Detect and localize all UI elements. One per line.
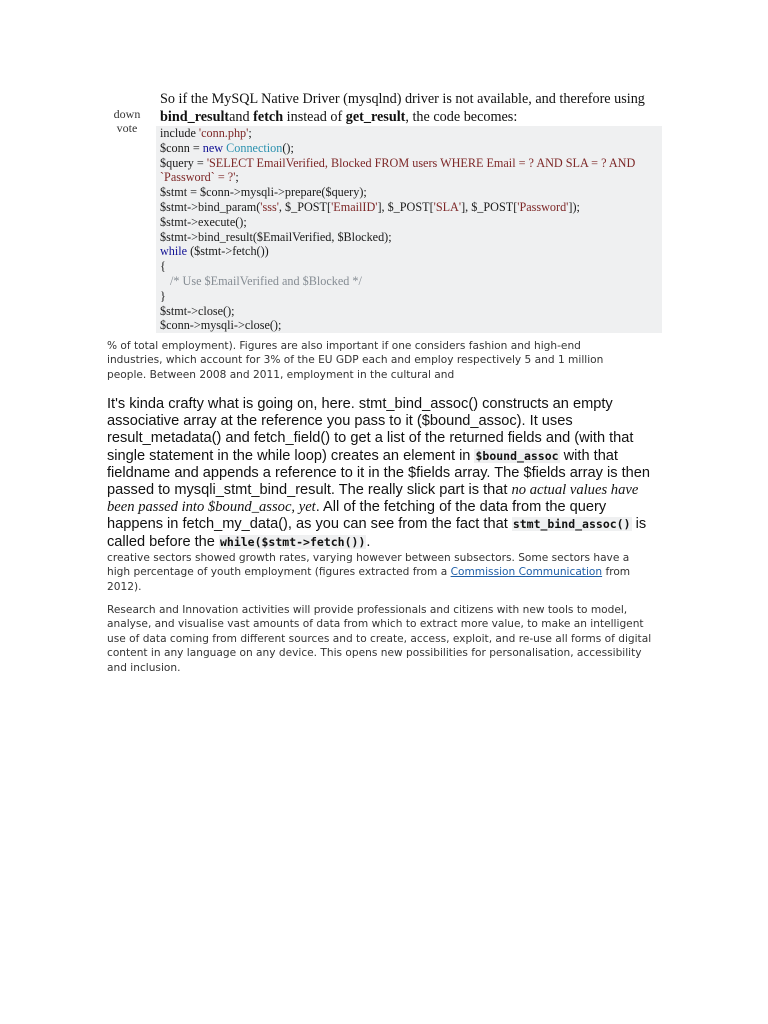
inline-code: while($stmt->fetch())	[219, 534, 366, 549]
code-line: $query = 'SELECT EmailVerified, Blocked FROM users WHERE Email = ? AND SLA = ? AND	[160, 155, 636, 170]
code-line: $stmt->bind_result($EmailVerified, $Blocked);	[160, 229, 392, 244]
code-block	[156, 126, 662, 333]
paragraph-employment: % of total employment). Figures are also important if one considers fashion and high-end industries, which account for 3% of the EU GDP each and employ respectively 5 and 1 million people. Between 2008 and 2011, employment in the cultural and	[107, 340, 604, 381]
code-line: `Password` = ?';	[160, 170, 239, 185]
code-line: include 'conn.php';	[160, 126, 252, 140]
code-comment: /* Use $EmailVerified and $Blocked */	[170, 273, 362, 288]
vote-label-line1: down	[113, 107, 141, 121]
code-line: }	[160, 288, 166, 303]
commission-communication-link[interactable]: Commission Communication	[450, 566, 603, 579]
paragraph-research: Research and Innovation activities will provide professionals and citizens with new tools to model, analyse, and visualise vast amounts of data from which to extract more value, to make an intelligent use of data coming from different sources and to create, access, exploit, and re-use all forms of digital content in any language on any device. This opens new possibilities for personalisation, accessibility and inclusion.	[107, 604, 652, 674]
inline-code: $bound_assoc	[475, 448, 559, 463]
code-line: $stmt = $conn->mysqli->prepare($query);	[160, 185, 367, 200]
code-line: $conn->mysqli->close();	[160, 318, 282, 333]
inline-code: stmt_bind_assoc()	[512, 517, 631, 532]
code-line: while ($stmt->fetch())	[160, 244, 269, 259]
code-line: $stmt->execute();	[160, 214, 247, 229]
vote-label-line2: vote	[116, 121, 138, 135]
code-line: $stmt->bind_param('sss', $_POST['EmailID'], $_POST['SLA'], $_POST['Password']);	[160, 199, 580, 214]
answer-intro: So if the MySQL Native Driver (mysqlnd) driver is not available, and therefore using bind_resultand fetch instead of get_result, the code becomes:	[160, 91, 645, 125]
vote-label[interactable]	[108, 107, 146, 135]
code-line: {	[160, 259, 166, 274]
paragraph-explanation: It's kinda crafty what is going on, here. stmt_bind_assoc() constructs an empty associative array at the reference you pass to it ($bound_assoc). It uses result_metadata() and fetch_field() to get a list of the returned fields and (with that single statement in the while loop) creates an element in $bound_assoc with that fieldname and appends a reference to it in the $fields array. The $fields array is then passed to mysqli_stmt_bind_result. The really slick part is that no actual values have been passed into $bound_assoc, yet. All of the fetching of the data from the query happens in fetch_my_data(), as you can see from the fact that stmt_bind_assoc() is called before the while($stmt->fetch()).	[107, 396, 650, 550]
paragraph-creative-sectors: creative sectors showed growth rates, varying however between subsectors. Some sectors have a high percentage of youth employment (figures extracted from a Commission Communication from 2012).	[107, 552, 631, 593]
code-line: $stmt->close();	[160, 303, 235, 318]
code-line: $conn = new Connection();	[160, 140, 294, 155]
